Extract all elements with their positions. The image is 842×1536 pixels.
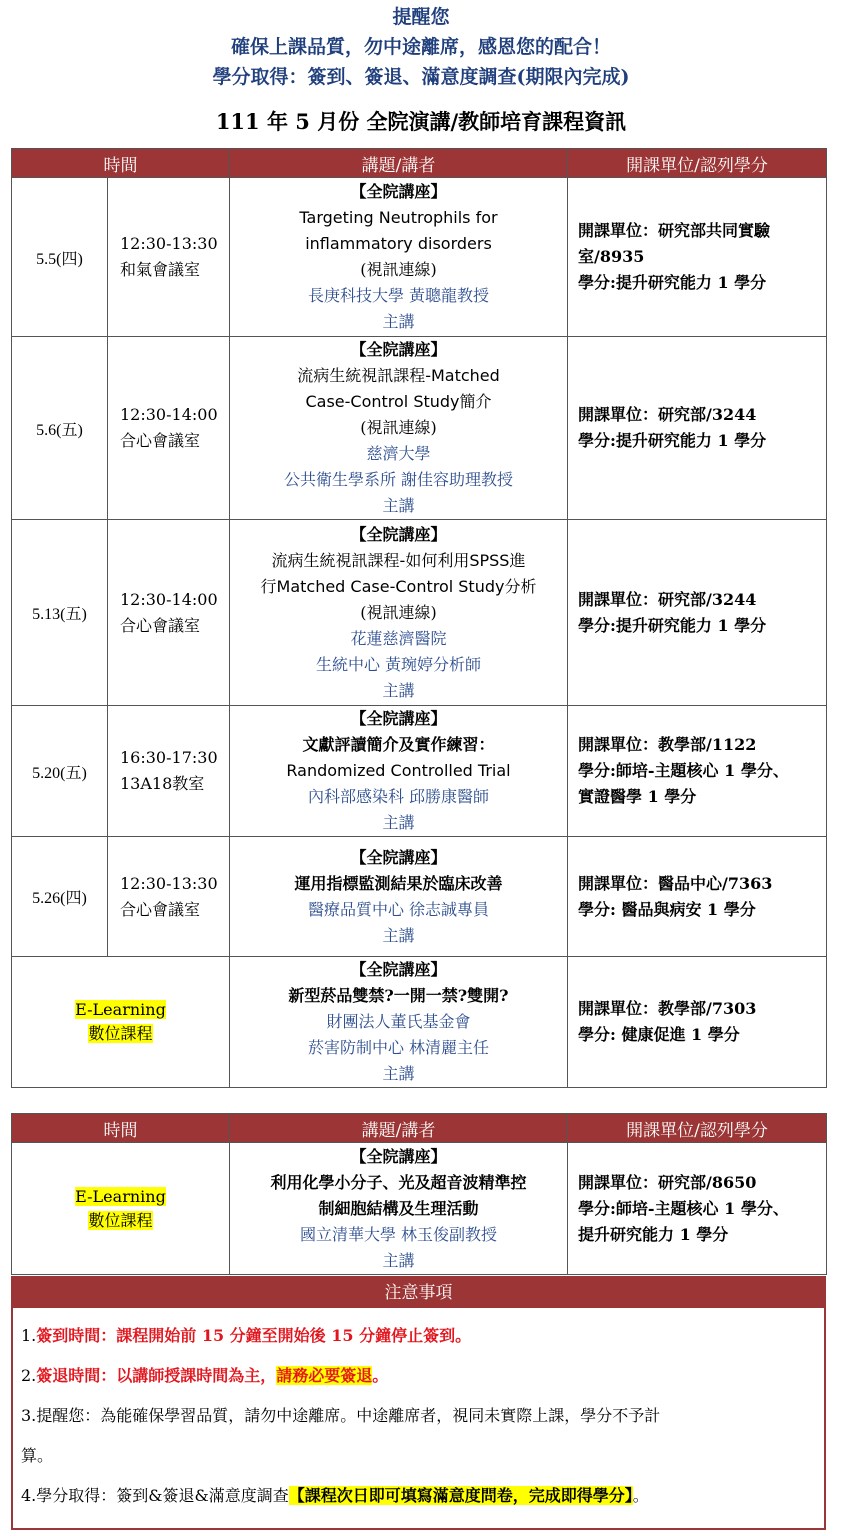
lecture-title: 行Matched Case-Control Study分析 [260, 576, 537, 596]
row-time-room [108, 706, 230, 837]
lecture-title: Targeting Neutrophils for [299, 208, 498, 227]
reminder-header [0, 0, 842, 92]
speaker-role: 主講 [382, 925, 415, 945]
table-row [12, 178, 827, 337]
credit-line: 學分: 醫品與病安 1 學分 [578, 899, 756, 919]
speaker: 財團法人董氏基金會 [326, 1012, 471, 1031]
row-unit [568, 957, 827, 1088]
speaker: 醫療品質中心 徐志誠專員 [307, 899, 490, 919]
unit-line: 開課單位：研究部/3244 [578, 589, 757, 609]
row-time-room [108, 337, 230, 520]
note-item-2 [21, 1356, 816, 1396]
row-room: 合心會議室 [120, 431, 201, 450]
note-item-1 [21, 1316, 816, 1356]
table-header-row [12, 149, 827, 178]
speaker: 內科部感染科 邱勝康醫師 [307, 787, 490, 806]
row-unit [568, 178, 827, 337]
speaker: 生統中心 黃琬婷分析師 [315, 654, 482, 674]
row-topic [230, 837, 568, 957]
lecture-mode: (視訊連線) [360, 418, 437, 437]
reminder-line-2: 確保上課品質，勿中途離席，感恩您的配合！ [230, 36, 611, 58]
lecture-tag: 【全院講座】 [350, 182, 447, 201]
lecture-title: 新型菸品雙禁?一開一禁?雙開? [288, 986, 509, 1005]
row-elearning [12, 957, 230, 1088]
unit-line: 開課單位：研究部共同實驗 [578, 221, 771, 240]
lecture-title: 利用化學小分子、光及超音波精準控 [270, 1172, 527, 1192]
row-elearning [12, 1143, 230, 1275]
row-time: 12:30-13:30 [120, 234, 218, 253]
row-unit [568, 837, 827, 957]
row-time-room [108, 520, 230, 706]
lecture-tag: 【全院講座】 [350, 524, 447, 544]
credit-line: 學分:師培-主題核心 1 學分、 [578, 761, 789, 780]
speaker-role: 主講 [382, 1064, 415, 1083]
row-unit [568, 520, 827, 706]
credit-line: 實證醫學 1 學分 [578, 787, 697, 806]
schedule-table-2 [11, 1113, 827, 1275]
header-time: 時間 [12, 1114, 230, 1143]
lecture-title: 運用指標監測結果於臨床改善 [294, 873, 503, 893]
elearning-label: 數位課程 [88, 1210, 153, 1230]
row-date: 5.20(五) [12, 706, 108, 837]
note-item-3 [21, 1396, 816, 1476]
lecture-tag: 【全院講座】 [350, 709, 447, 728]
note-text: 3.提醒您：為能確保學習品質，請勿中途離席。中途離席者，視同未實際上課，學分不予計 [21, 1406, 661, 1425]
note-text: 簽退時間：以講師授課時間為主， [36, 1366, 277, 1385]
elearning-label: 數位課程 [88, 1024, 153, 1043]
row-time: 12:30-14:00 [120, 589, 218, 609]
unit-line: 室/8935 [578, 247, 645, 266]
lecture-title: 流病生統視訊課程-Matched [297, 366, 500, 385]
row-topic [230, 957, 568, 1088]
speaker-role: 主講 [382, 813, 415, 832]
unit-line: 開課單位：研究部/3244 [578, 405, 757, 424]
note-item-4 [21, 1476, 816, 1516]
notes-body [13, 1308, 824, 1516]
lecture-title: 制細胞結構及生理活動 [318, 1198, 479, 1218]
table-row [12, 837, 827, 957]
lecture-tag: 【全院講座】 [350, 340, 447, 359]
row-time: 12:30-13:30 [120, 873, 218, 893]
row-date: 5.5(四) [12, 178, 108, 337]
row-room: 13A18教室 [120, 774, 205, 793]
row-time-room [108, 837, 230, 957]
unit-line: 開課單位：研究部/8650 [578, 1172, 757, 1192]
row-topic [230, 178, 568, 337]
credit-line: 學分:師培-主題核心 1 學分、 [578, 1198, 789, 1218]
row-date: 5.6(五) [12, 337, 108, 520]
table-row [12, 1143, 827, 1275]
elearning-label: E-Learning [75, 1186, 166, 1206]
notes-box [11, 1276, 826, 1530]
reminder-line-1: 提醒您 [392, 6, 450, 28]
row-room: 和氣會議室 [120, 260, 201, 279]
credit-line: 學分: 健康促進 1 學分 [578, 1025, 740, 1044]
row-room: 合心會議室 [120, 899, 201, 919]
table-header-row [12, 1114, 827, 1143]
unit-line: 開課單位：醫品中心/7363 [578, 873, 773, 893]
row-room: 合心會議室 [120, 615, 201, 635]
unit-line: 開課單位：教學部/1122 [578, 735, 757, 754]
speaker: 慈濟大學 [366, 444, 431, 463]
notes-title: 注意事項 [13, 1278, 824, 1308]
speaker: 公共衛生學系所 謝佳容助理教授 [283, 470, 514, 489]
lecture-tag: 【全院講座】 [350, 1146, 447, 1166]
speaker-role: 主講 [382, 1250, 415, 1270]
lecture-mode: (視訊連線) [360, 260, 437, 279]
lecture-title: Case-Control Study簡介 [305, 392, 492, 411]
row-date: 5.26(四) [12, 837, 108, 957]
note-text: 4.學分取得：簽到&簽退&滿意度調查 [21, 1486, 289, 1505]
speaker: 國立清華大學 林玉俊副教授 [299, 1224, 498, 1244]
page-title: 111 年 5 月份 全院演講/教師培育課程資訊 [215, 109, 627, 134]
note-number: 2. [21, 1366, 37, 1385]
note-number: 1. [21, 1326, 37, 1345]
row-topic [230, 1143, 568, 1275]
credit-line: 學分:提升研究能力 1 學分 [578, 273, 767, 292]
speaker: 菸害防制中心 林清麗主任 [307, 1038, 490, 1057]
table-row [12, 706, 827, 837]
table-row [12, 337, 827, 520]
row-topic [230, 520, 568, 706]
speaker-role: 主講 [382, 680, 415, 700]
header-topic: 講題/講者 [230, 149, 568, 178]
credit-line: 提升研究能力 1 學分 [578, 1224, 729, 1244]
header-unit: 開課單位/認列學分 [568, 149, 827, 178]
row-time: 12:30-14:00 [120, 405, 218, 424]
lecture-title: Randomized Controlled Trial [286, 761, 511, 780]
schedule-table [11, 148, 827, 1088]
note-text: 。 [372, 1366, 389, 1385]
note-text: 算。 [21, 1446, 54, 1465]
credit-line: 學分:提升研究能力 1 學分 [578, 431, 767, 450]
row-unit [568, 337, 827, 520]
lecture-title: 文獻評讀簡介及實作練習： [302, 735, 495, 754]
lecture-title: inflammatory disorders [305, 234, 492, 253]
row-topic [230, 337, 568, 520]
row-unit [568, 1143, 827, 1275]
row-time-room [108, 178, 230, 337]
speaker: 花蓮慈濟醫院 [350, 628, 447, 648]
speaker-role: 主講 [382, 312, 415, 331]
note-text: 。 [632, 1486, 649, 1505]
note-highlight: 【課程次日即可填寫滿意度問卷，完成即得學分】 [288, 1486, 633, 1505]
header-time: 時間 [12, 149, 230, 178]
lecture-mode: (視訊連線) [360, 602, 437, 622]
lecture-tag: 【全院講座】 [350, 847, 447, 867]
reminder-line-3: 學分取得：簽到、簽退、滿意度調查(期限內完成) [212, 66, 630, 88]
table-row [12, 520, 827, 706]
header-topic: 講題/講者 [230, 1114, 568, 1143]
note-text: 簽到時間：課程開始前 15 分鐘至開始後 15 分鐘停止簽到。 [36, 1326, 472, 1345]
lecture-tag: 【全院講座】 [350, 960, 447, 979]
unit-line: 開課單位：教學部/7303 [578, 999, 757, 1018]
header-unit: 開課單位/認列學分 [568, 1114, 827, 1143]
speaker-role: 主講 [382, 496, 415, 515]
note-highlight: 請務必要簽退 [276, 1366, 373, 1385]
speaker: 長庚科技大學 黃聰龍教授 [307, 286, 490, 305]
row-topic [230, 706, 568, 837]
credit-line: 學分:提升研究能力 1 學分 [578, 615, 767, 635]
elearning-label: E-Learning [75, 1000, 166, 1019]
row-time: 16:30-17:30 [120, 748, 218, 767]
table-row [12, 957, 827, 1088]
row-unit [568, 706, 827, 837]
row-date: 5.13(五) [12, 520, 108, 706]
lecture-title: 流病生統視訊課程-如何利用SPSS進 [271, 550, 526, 570]
